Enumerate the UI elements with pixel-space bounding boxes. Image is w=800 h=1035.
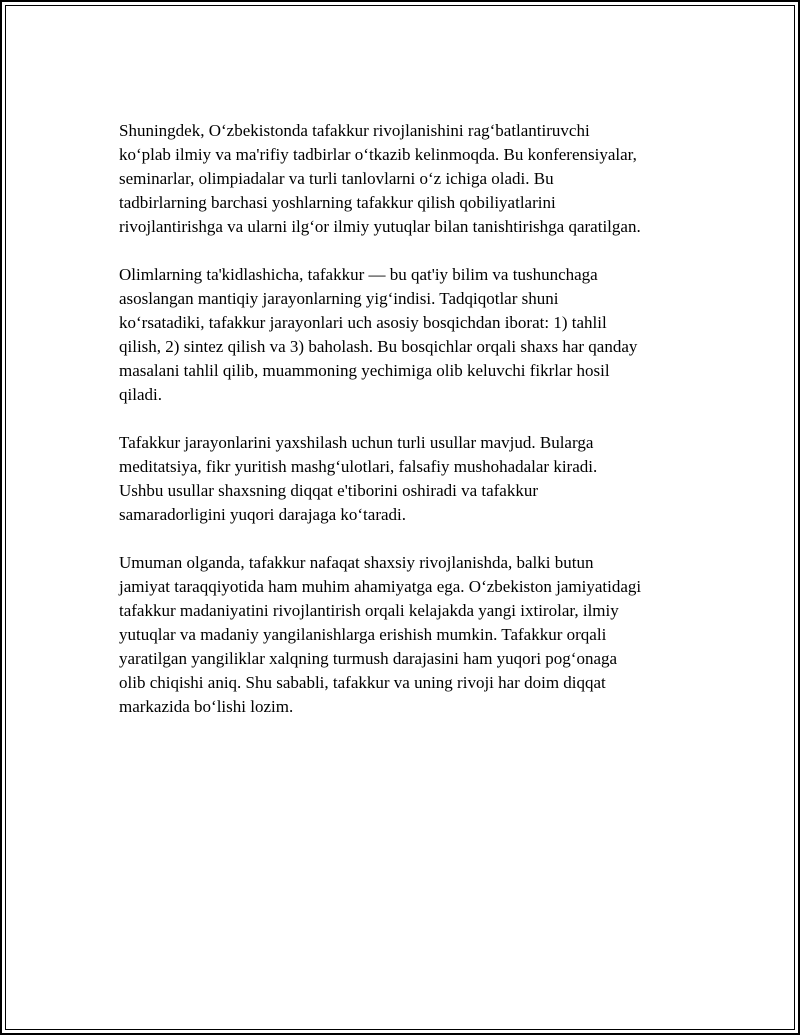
- paragraph-improvement-methods: [119, 431, 699, 527]
- text-line: ko‘plab ilmiy va ma'rifiy tadbirlar o‘tkazib kelinmoqda. Bu konferensiyalar,: [119, 145, 637, 164]
- text-line: Shuningdek, O‘zbekistonda tafakkur rivojlanishini rag‘batlantiruvchi: [119, 121, 590, 140]
- text-line: Ushbu usullar shaxsning diqqat e'tiborini oshiradi va tafakkur: [119, 481, 539, 500]
- text-line: Olimlarning ta'kidlashicha, tafakkur — bu qat'iy bilim va tushunchaga: [119, 265, 598, 284]
- text-line: Tafakkur jarayonlarini yaxshilash uchun turli usullar mavjud. Bularga: [119, 433, 594, 452]
- text-line: markazida bo‘lishi lozim.: [119, 697, 294, 716]
- text-line: seminarlar, olimpiadalar va turli tanlovlarni o‘z ichiga oladi. Bu: [119, 169, 554, 188]
- text-line: olib chiqishi aniq. Shu sababli, tafakkur va uning rivoji har doim diqqat: [119, 673, 606, 692]
- text-line: qiladi.: [119, 385, 162, 404]
- paragraph-conclusion: [119, 551, 699, 719]
- text-line: tadbirlarning barchasi yoshlarning tafakkur qilish qobiliyatlarini: [119, 193, 556, 212]
- text-line: asoslangan mantiqiy jarayonlarning yig‘indisi. Tadqiqotlar shuni: [119, 289, 559, 308]
- paragraph-thinking-stages: [119, 263, 699, 407]
- text-line: Umuman olganda, tafakkur nafaqat shaxsiy rivojlanishda, balki butun: [119, 553, 594, 572]
- text-line: ko‘rsatadiki, tafakkur jarayonlari uch asosiy bosqichdan iborat: 1) tahlil: [119, 313, 607, 332]
- text-line: yaratilgan yangiliklar xalqning turmush darajasini ham yuqori pog‘onaga: [119, 649, 618, 668]
- document-body: [119, 119, 699, 743]
- text-line: masalani tahlil qilib, muammoning yechimiga olib keluvchi fikrlar hosil: [119, 361, 610, 380]
- text-line: rivojlantirishga va ularni ilg‘or ilmiy yutuqlar bilan tanishtirishga qaratilgan.: [119, 217, 641, 236]
- text-line: meditatsiya, fikr yuritish mashg‘ulotlari, falsafiy mushohadalar kiradi.: [119, 457, 598, 476]
- text-line: tafakkur madaniyatini rivojlantirish orqali kelajakda yangi ixtirolar, ilmiy: [119, 601, 619, 620]
- text-line: qilish, 2) sintez qilish va 3) baholash. Bu bosqichlar orqali shaxs har qanday: [119, 337, 638, 356]
- text-line: jamiyat taraqqiyotida ham muhim ahamiyatga ega. O‘zbekiston jamiyatidagi: [119, 577, 642, 596]
- paragraph-encouragement-events: [119, 119, 699, 239]
- text-line: samaradorligini yuqori darajaga ko‘taradi.: [119, 505, 406, 524]
- text-line: yutuqlar va madaniy yangilanishlarga erishish mumkin. Tafakkur orqali: [119, 625, 607, 644]
